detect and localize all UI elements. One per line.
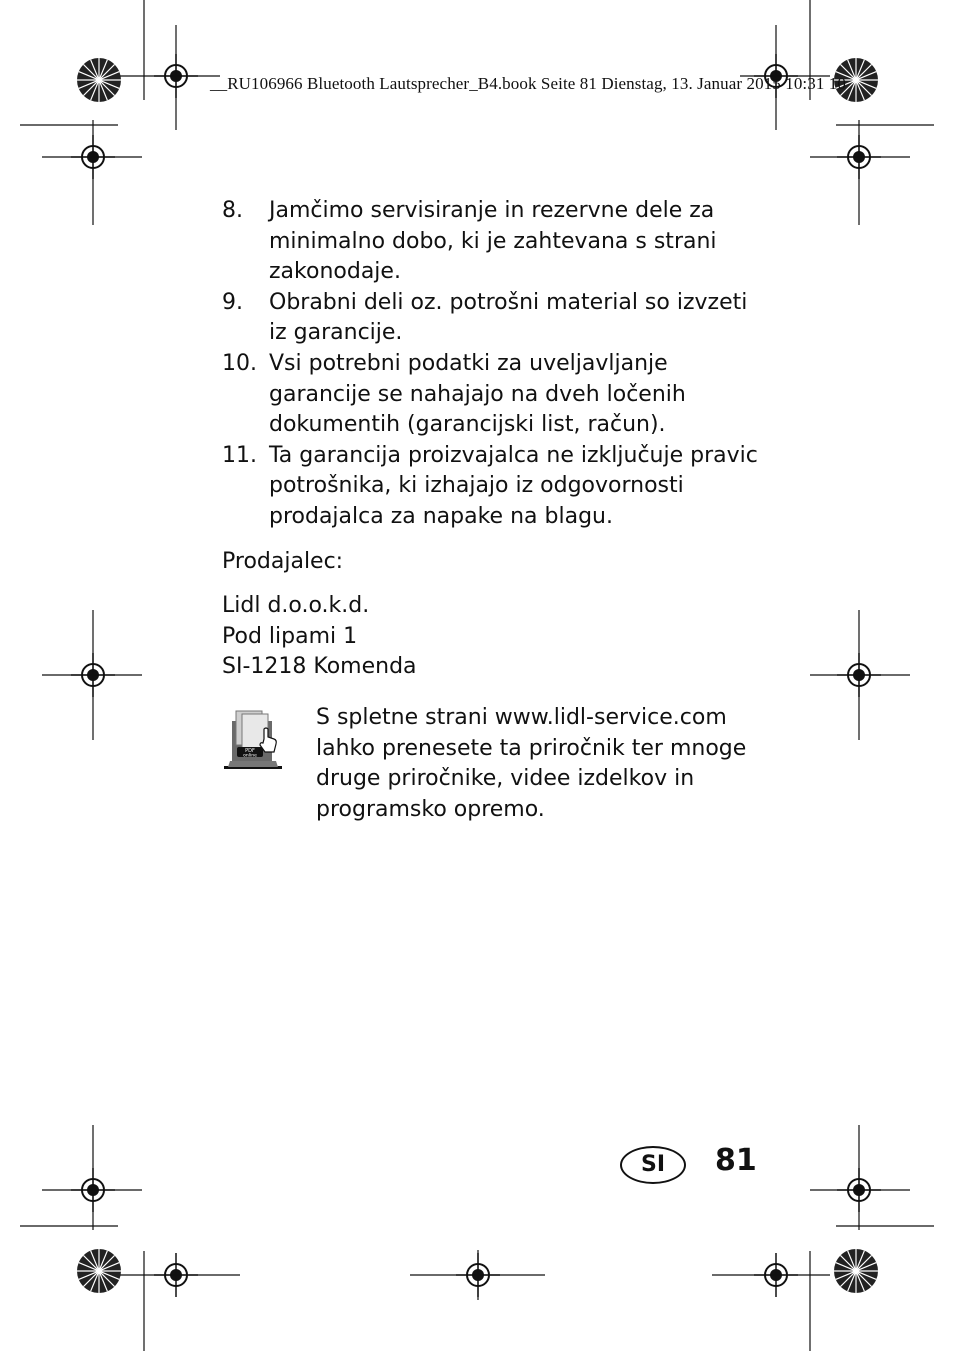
list-item (222, 441, 762, 533)
page-number: 81 (715, 1143, 757, 1178)
list-number: 8. (222, 198, 243, 223)
list-item (222, 349, 762, 441)
online-text: S spletne strani www.lidl-service.com lahko prenesete ta priročnik ter mnoge druge priročnike, videe izdelkov in programsko opremo. (316, 705, 747, 822)
pdf-online-icon (222, 703, 316, 825)
svg-text:online: online (243, 753, 257, 759)
list-number: 9. (222, 289, 243, 315)
list-item (222, 288, 762, 349)
seller-name: Lidl d.o.o.k.d. (222, 593, 370, 619)
print-header: __RU106966 Bluetooth Lautsprecher_B4.book Seite 81 Dienstag, 13. Januar 2015 10:31 10 (210, 74, 846, 93)
list-text: Ta garancija proizvajalca ne izključuje pravic potrošnika, ki izhajajo iz odgovornosti prodajalca za napake na blagu. (269, 442, 758, 529)
svg-text:PDF: PDF (245, 748, 255, 754)
language-badge: SI (620, 1146, 686, 1184)
list-number: 10. (222, 350, 257, 376)
seller-city: SI-1218 Komenda (222, 654, 417, 680)
list-text: Vsi potrebni podatki za uveljavljanje garancije se nahajajo na dveh ločenih dokumentih (garancijski list, račun). (269, 350, 686, 438)
list-number: 11. (222, 442, 257, 468)
online-notice (222, 703, 762, 825)
seller-label: Prodajalec: (222, 548, 344, 574)
seller-street: Pod lipami 1 (222, 623, 358, 649)
list-text: Obrabni deli oz. potrošni material so izvzeti iz garancije. (269, 289, 748, 346)
seller-address (222, 591, 762, 683)
main-content (222, 196, 762, 683)
list-item (222, 196, 762, 288)
list-text: Jamčimo servisiranje in rezervne dele za minimalno dobo, ki je zahtevana s strani zakonodaje. (269, 198, 717, 285)
